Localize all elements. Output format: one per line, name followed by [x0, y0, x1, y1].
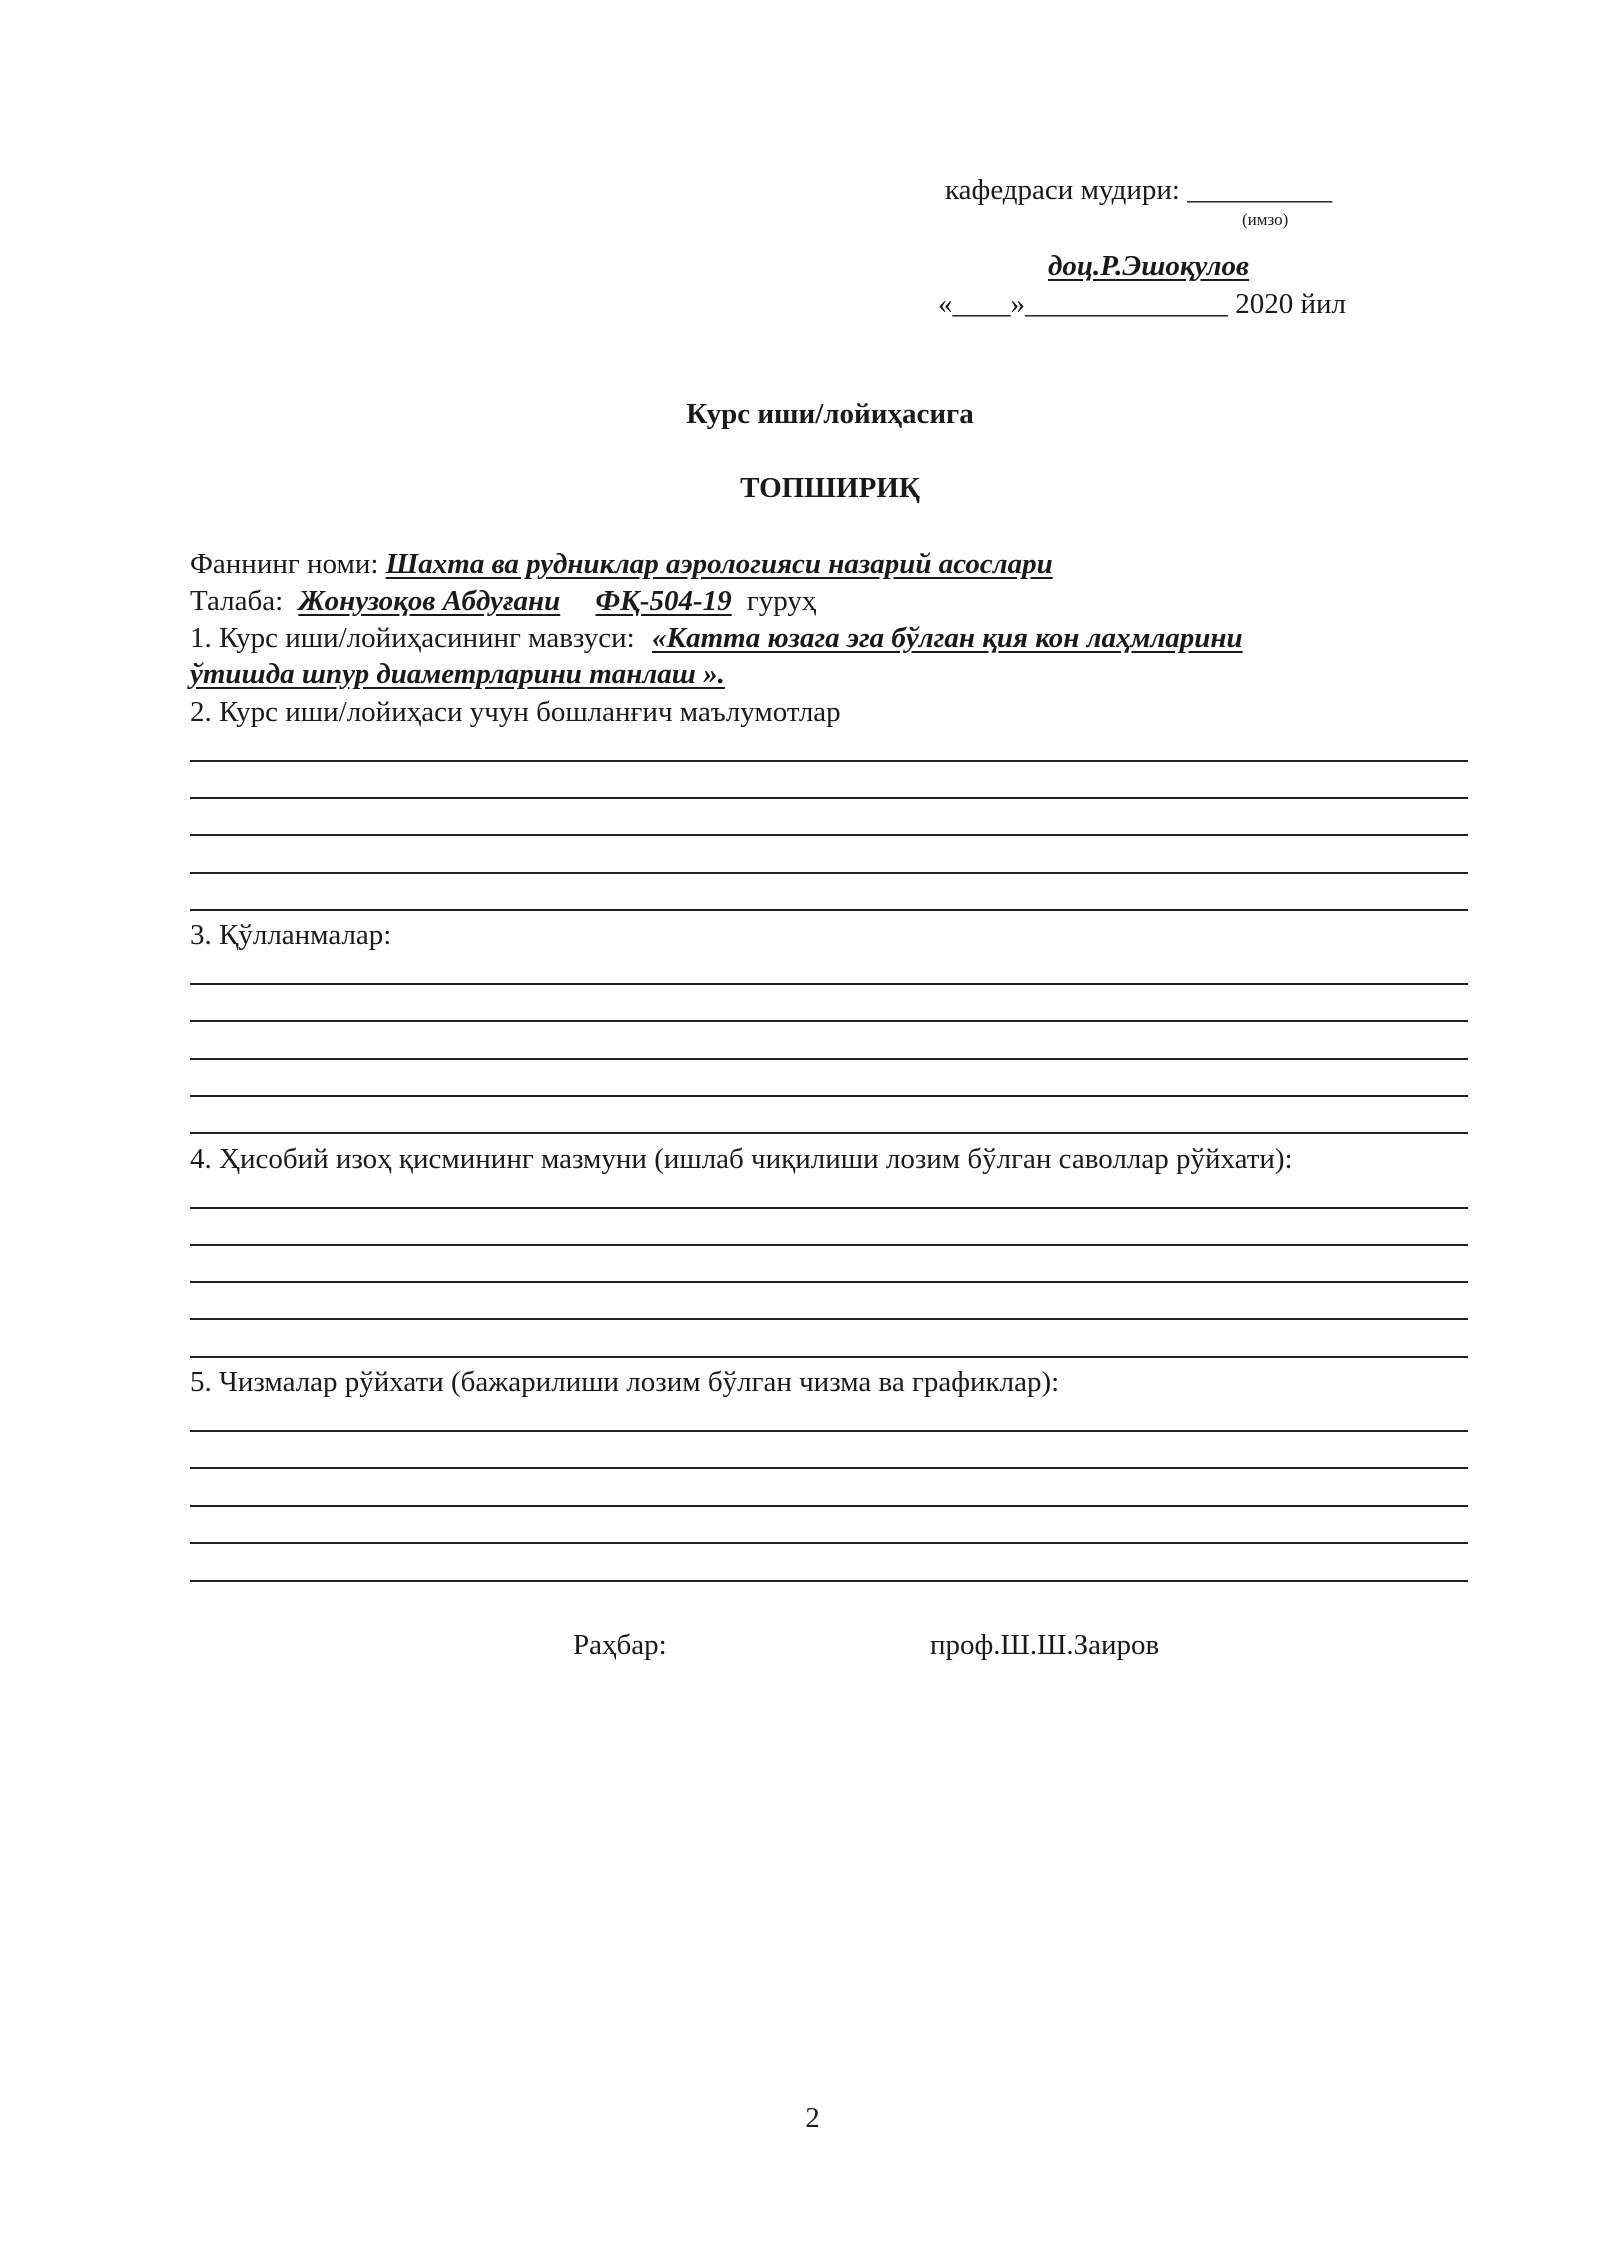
signature-blank[interactable]: __________ [1187, 174, 1333, 206]
head-label: кафедраси мудири: [945, 174, 1180, 206]
section-5-line-1[interactable] [190, 1430, 1468, 1432]
section-5-line-4[interactable] [190, 1542, 1468, 1544]
section-4-line-2[interactable] [190, 1244, 1468, 1246]
section-3-line-4[interactable] [190, 1095, 1468, 1097]
document-subtitle: Курс иши/лойиҳасига [686, 398, 974, 430]
section-5-line-3[interactable] [190, 1505, 1468, 1507]
section-2-line-1[interactable] [190, 760, 1468, 762]
section-2-line-4[interactable] [190, 872, 1468, 874]
head-of-department-line [945, 172, 1332, 208]
supervisor-label: Раҳбар: [573, 1629, 667, 1661]
section-5-heading: 5. Чизмалар рўйхати (бажарилиши лозим бўлган чизма ва графиклар): [190, 1366, 1060, 1398]
section-4-line-3[interactable] [190, 1281, 1468, 1283]
date-month-blank[interactable]: ______________ [1025, 288, 1228, 320]
student-name: Жонузоқов Абдуғани [298, 585, 561, 617]
student-line [190, 583, 816, 619]
supervisor-name: проф.Ш.Ш.Заиров [930, 1629, 1160, 1661]
student-label: Талаба: [190, 585, 284, 617]
section-3-heading: 3. Қўлланмалар: [190, 919, 392, 951]
signature-caption: (имзо) [1242, 210, 1289, 229]
section-3-line-1[interactable] [190, 983, 1468, 985]
section-4-line-5[interactable] [190, 1356, 1468, 1358]
group-code: ФҚ-504-19 [595, 585, 732, 617]
group-label: гуруҳ [746, 585, 817, 617]
subject-value: Шахта ва рудниклар аэрологияси назарий асослари [385, 548, 1053, 580]
section-2-line-2[interactable] [190, 797, 1468, 799]
section-3-line-5[interactable] [190, 1132, 1468, 1134]
section-2-line-3[interactable] [190, 834, 1468, 836]
head-name: доц.Р.Эшоқулов [1048, 250, 1249, 282]
section-3-line-2[interactable] [190, 1020, 1468, 1022]
subject-label: Фаннинг номи: [190, 548, 379, 580]
topic-line [190, 620, 1243, 656]
date-quote-close: » [1010, 288, 1025, 320]
subject-line [190, 546, 1053, 582]
date-quote-open: « [938, 288, 953, 320]
document-title: ТОПШИРИҚ [740, 472, 920, 504]
page-number: 2 [805, 2102, 820, 2134]
section-2-line-5[interactable] [190, 909, 1468, 911]
section-4-line-4[interactable] [190, 1318, 1468, 1320]
topic-label: 1. Курс иши/лойиҳасининг мавзуси: [190, 622, 635, 654]
section-4-heading: 4. Ҳисобий изоҳ қисмининг мазмуни (ишлаб чиқилиши лозим бўлган саволлар рўйхати): [190, 1143, 1293, 1175]
section-4-line-1[interactable] [190, 1207, 1468, 1209]
section-5-line-5[interactable] [190, 1580, 1468, 1582]
section-2-heading: 2. Курс иши/лойиҳаси учун бошланғич маълумотлар [190, 696, 841, 728]
topic-value-line1: «Катта юзага эга бўлган қия кон лаҳмларини [651, 622, 1243, 654]
date-day-blank[interactable]: ____ [952, 288, 1011, 320]
topic-value-line2: ўтишда шпур диаметрларини танлаш ». [190, 658, 725, 690]
section-5-line-2[interactable] [190, 1467, 1468, 1469]
date-year: 2020 йил [1235, 288, 1347, 320]
section-3-line-3[interactable] [190, 1058, 1468, 1060]
approval-date [938, 286, 1346, 322]
